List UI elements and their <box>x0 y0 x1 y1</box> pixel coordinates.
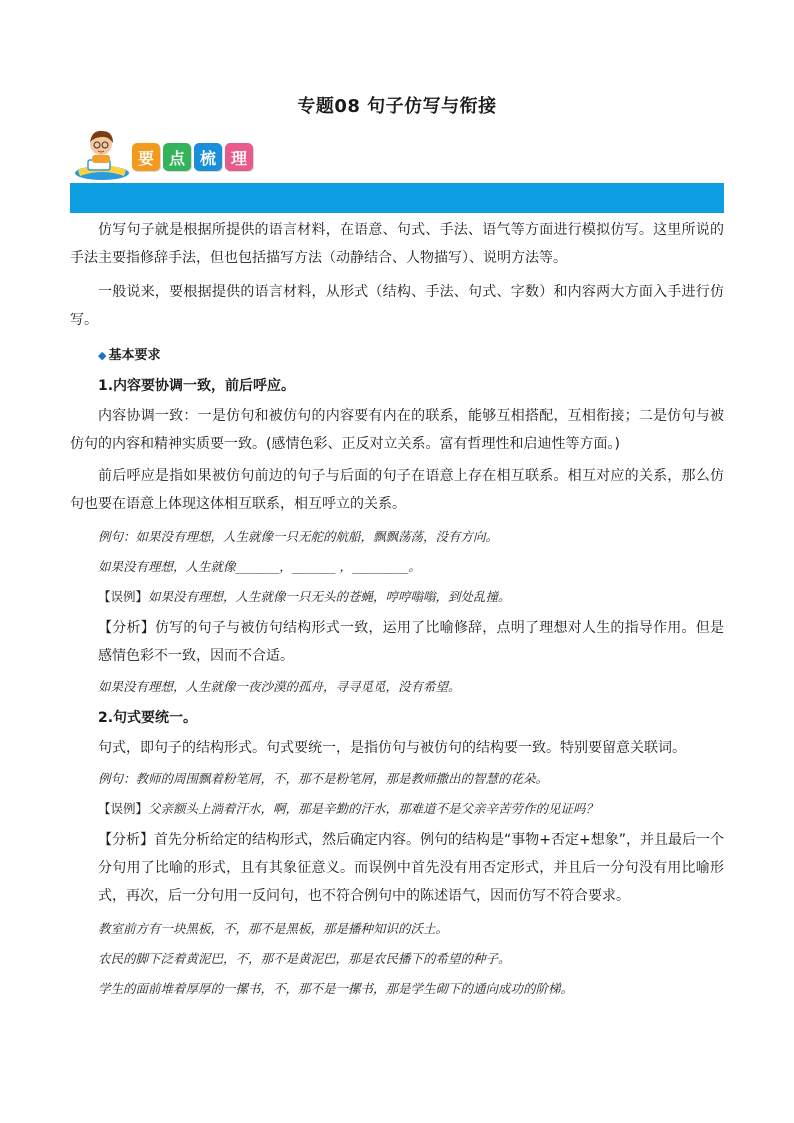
point1-analysis: 【分析】仿写的句子与被仿句结构形式一致，运用了比喻修辞，点明了理想对人生的指导作用。但是感情色彩不一致，因而不合适。 <box>98 620 725 664</box>
point1-answer: 如果没有理想，人生就像一夜沙漠的孤舟，寻寻觅觅，没有希望。 <box>98 679 461 694</box>
point1-example: 例句：如果没有理想，人生就像一只无舵的航船，飘飘荡荡，没有方向。 <box>98 529 499 544</box>
point1-blank-exercise: 如果没有理想，人生就像_______，_______ ，_________。 <box>98 559 421 574</box>
point1-paragraph-2: 前后呼应是指如果被仿句前边的句子与后面的句子在语意上存在相互联系。相互对应的关系，那么仿句也要在语意上体现这体相互联系，相互呼立的关系。 <box>70 468 724 512</box>
banner-char-4: 理 <box>225 143 253 171</box>
point2-answer-1: 教室前方有一块黑板，不，那不是黑板，那是播种知识的沃土。 <box>98 921 449 936</box>
page-title: 专题08 句子仿写与衔接 <box>297 96 497 117</box>
point2-analysis: 【分析】首先分析给定的结构形式，然后确定内容。例句的结构是“事物+否定+想象”，并且最后一个分句用了比喻的形式，且有其象征意义。而误例中首先没有用否定形式，并且后一分句没有用比喻形式，再次，后一分句用一反问句，也不符合例句中的陈述语气，因而仿写不符合要求。 <box>98 832 725 904</box>
header-bar <box>70 183 724 213</box>
section-banner <box>132 143 253 171</box>
banner-char-2: 点 <box>163 143 191 171</box>
point2-heading: 2.句式要统一。 <box>98 710 198 726</box>
point1-paragraph-1: 内容协调一致：一是仿句和被仿句的内容要有内在的联系，能够互相搭配，互相衔接；二是仿句与被仿句的内容和精神实质要一致。(感情色彩、正反对立关系。富有哲理性和启迪性等方面。) <box>70 408 724 452</box>
point1-heading: 1.内容要协调一致，前后呼应。 <box>98 378 296 394</box>
banner-char-1: 要 <box>132 143 160 171</box>
point1-wrong-example: 【误例】如果没有理想，人生就像一只无头的苍蝇，哼哼嗡嗡，到处乱撞。 <box>98 589 511 604</box>
point2-wrong-example: 【误例】父亲额头上淌着汗水，啊，那是辛勤的汗水，那难道不是父亲辛苦劳作的见证吗？ <box>98 801 599 816</box>
student-reading-icon <box>72 126 132 182</box>
banner-char-3: 梳 <box>194 143 222 171</box>
intro-paragraph-1: 仿写句子就是根据所提供的语言材料，在语意、句式、手法、语气等方面进行模拟仿写。这里所说的手法主要指修辞手法，但也包括描写方法（动静结合、人物描写）、说明方法等。 <box>70 222 724 266</box>
document-body <box>70 216 724 1004</box>
point2-paragraph-1: 句式，即句子的结构形式。句式要统一，是指仿句与被仿句的结构要一致。特别要留意关联词。 <box>98 740 686 756</box>
point2-answer-2: 农民的脚下泛着黄泥巴，不，那不是黄泥巴，那是农民播下的希望的种子。 <box>98 951 511 966</box>
intro-paragraph-2: 一般说来，要根据提供的语言材料，从形式（结构、手法、句式、字数）和内容两大方面入手进行仿写。 <box>70 284 724 328</box>
diamond-bullet-icon: ◆ <box>98 349 107 362</box>
point2-example: 例句：教师的周围飘着粉笔屑，不，那不是粉笔屑，那是教师撒出的智慧的花朵。 <box>98 771 549 786</box>
point2-answer-3: 学生的面前堆着厚厚的一摞书，不，那不是一摞书，那是学生砌下的通向成功的阶梯。 <box>98 981 574 996</box>
section-heading: ◆ 基本要求 <box>98 348 161 363</box>
